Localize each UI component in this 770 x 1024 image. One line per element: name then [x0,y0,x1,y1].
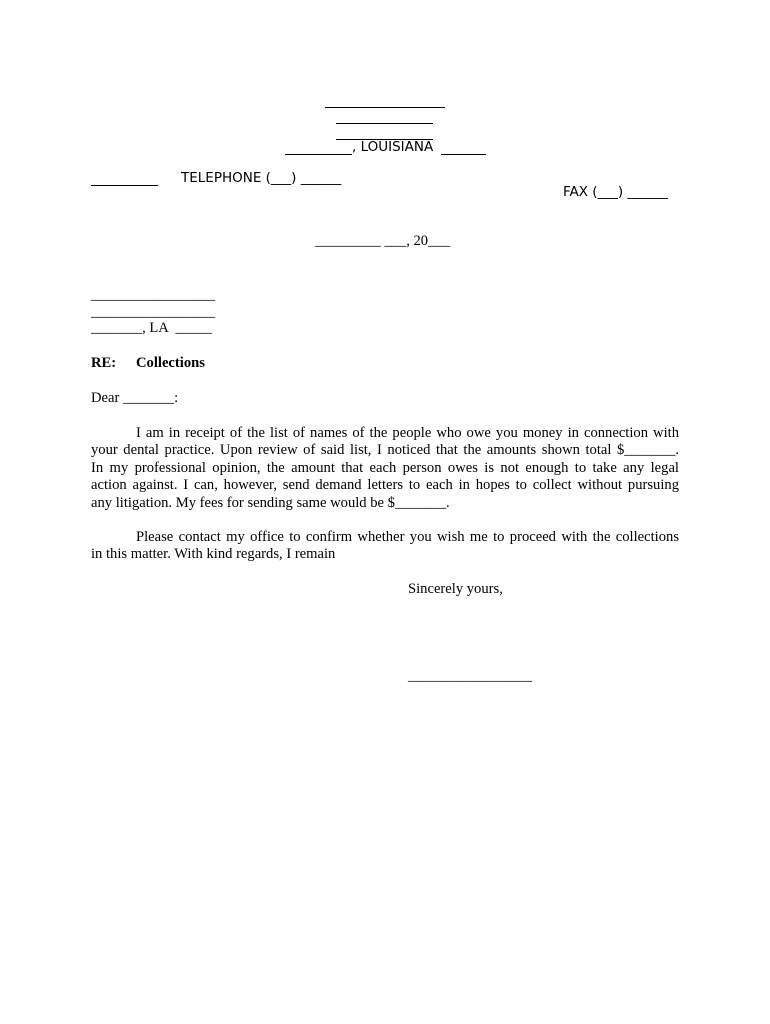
salutation: Dear _______: [91,390,179,406]
letterhead-name-blank [325,107,445,108]
date-line: _________ ___, 20___ [315,233,450,249]
letterhead-left-blank [91,185,158,186]
re-subject: Collections [136,355,205,371]
letterhead-address-blank-1 [336,123,433,124]
body-paragraph-2 [91,529,679,564]
body-paragraph-1 [91,425,679,512]
letterhead-fax: FAX (___) ______ [563,184,668,200]
paragraph-1-line: action against. I can, however, send demand letters to each in hopes to collect without pursuing [91,477,679,494]
recipient-line-2: _________________ [91,304,216,320]
closing: Sincerely yours, [408,581,503,597]
paragraph-1-line: In my professional opinion, the amount that each person owes is not enough to take any legal [91,459,679,476]
paragraph-2-line: in this matter. With kind regards, I remain [91,546,336,563]
letterhead-city-state: , LOUISIANA [352,139,434,155]
paragraph-1-line: I am in receipt of the list of names of the people who owe you money in connection with [136,425,679,441]
recipient-city-line: _______, LA _____ [91,320,212,336]
paragraph-1-line: any litigation. My fees for sending same would be $_______. [91,494,450,511]
letterhead-city-blank [285,154,352,155]
re-label: RE: [91,355,117,371]
signature-line: _________________ [408,668,533,684]
recipient-line-1: _________________ [91,287,216,303]
letterhead-telephone: TELEPHONE (___) ______ [181,170,342,186]
paragraph-1-line: your dental practice. Upon review of said list, I noticed that the amounts shown total $_______. [91,442,679,459]
letterhead-zip-blank [441,154,486,155]
paragraph-2-line: Please contact my office to confirm whether you wish me to proceed with the collections [136,529,679,545]
